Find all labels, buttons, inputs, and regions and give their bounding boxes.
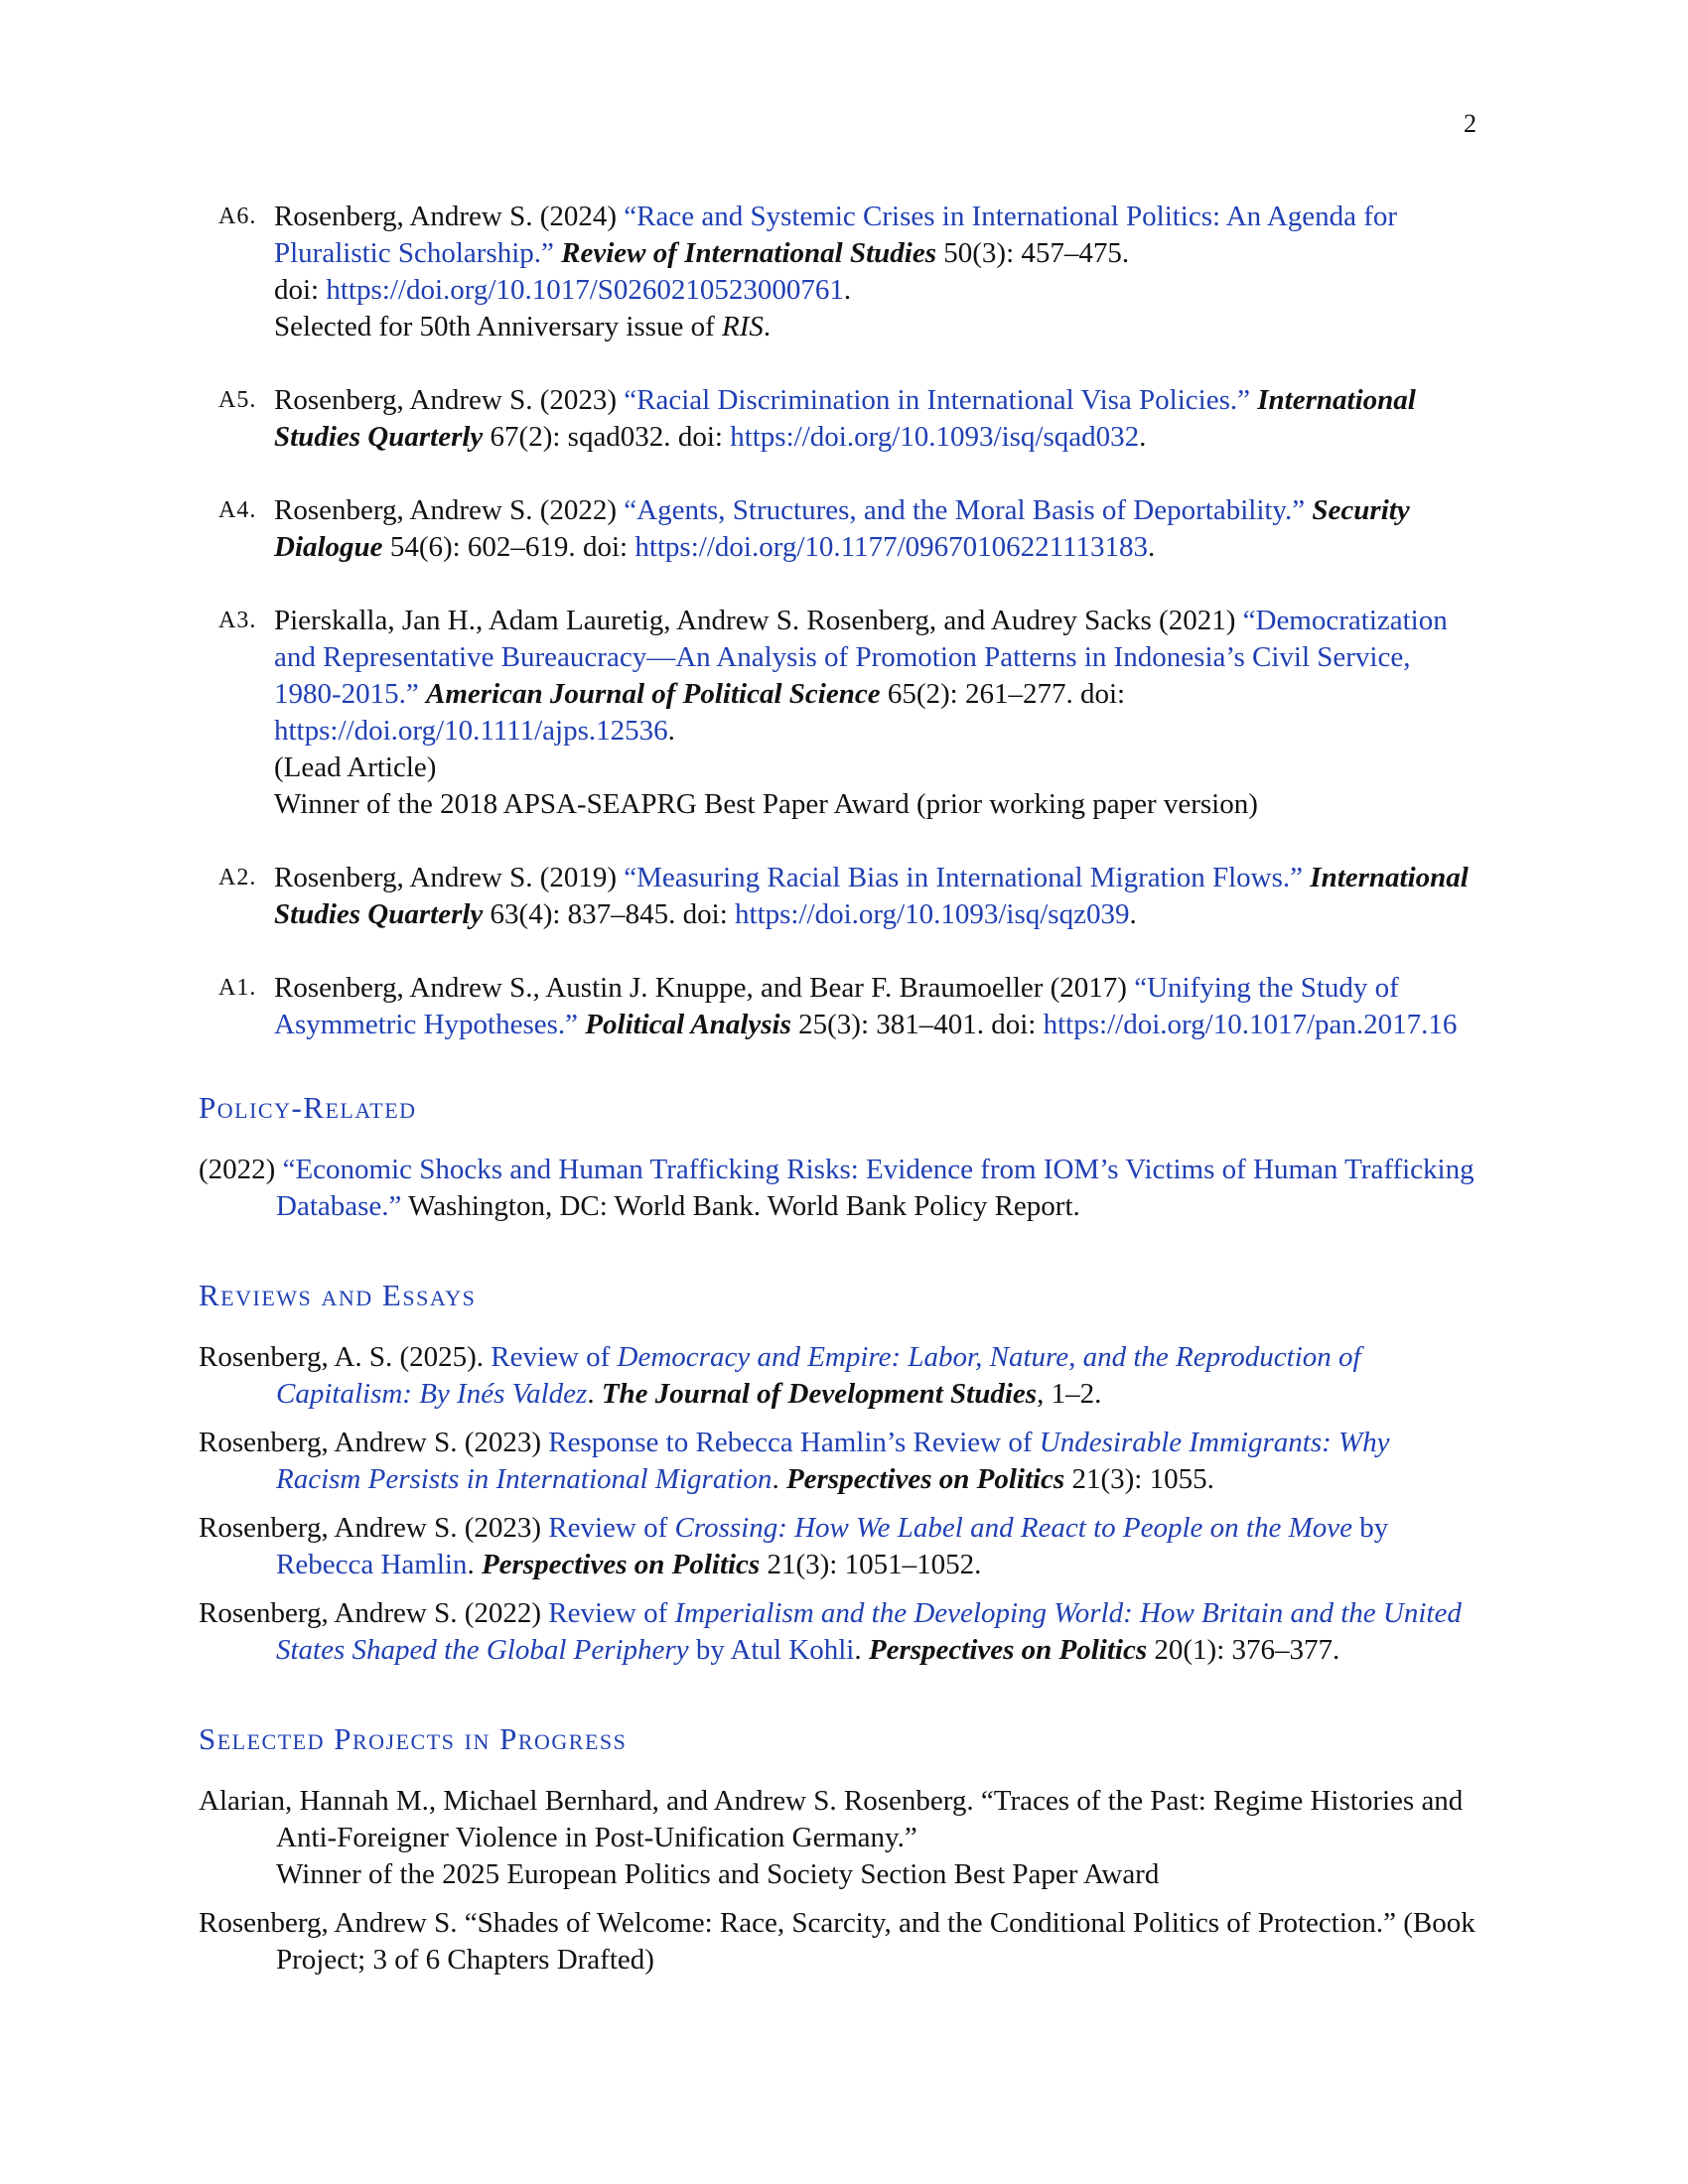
review-entry [199,1339,1479,1413]
note-journal-abbrev: RIS [722,311,764,342]
volume-pages: 54(6): 602–619. [389,531,576,563]
doi-label: doi: [991,1009,1037,1040]
review-authors: Rosenberg, Andrew S. (2023) [199,1427,542,1458]
section-heading-reviews: Reviews and Essays [199,1278,477,1312]
authors: Rosenberg, Andrew S. (2024) [274,201,618,232]
journal-name: International Studies Quarterly [274,862,1469,930]
volume-pages: 65(2): 261–277. [887,678,1073,710]
policy-entry [199,1152,1479,1225]
section-heading-projects: Selected Projects in Progress [199,1721,628,1756]
doi-link[interactable]: https://doi.org/10.1177/09670106221113183 [634,531,1148,563]
volume-pages: 25(3): 381–401. [798,1009,984,1040]
volume-pages: 63(4): 837–845. [490,898,676,930]
journal-name: Review of International Studies [561,237,937,269]
review-authors: Rosenberg, Andrew S. (2023) [199,1512,542,1544]
doi-label: doi: [582,531,629,563]
journal-name: Political Analysis [585,1009,791,1040]
review-entry [199,1595,1479,1669]
entry-number: A5. [218,387,257,413]
review-link-prefix: Response to Rebecca Hamlin’s Review of [548,1427,1033,1458]
doi-label: doi: [274,274,320,306]
review-punct: . [587,1378,595,1410]
doi-label: doi: [1079,678,1126,710]
reviewed-book-title: Democracy and Empire: Labor, Nature, and the Reproduction of Capitalism: By Inés Valdez [276,1341,1361,1410]
volume-pages: 21(3): 1051–1052. [767,1549,982,1580]
journal-name: Perspectives on Politics [481,1549,761,1580]
reviewed-book-author: by Atul Kohli [695,1634,855,1666]
policy-publisher: Washington, DC: World Bank. World Bank Policy Report. [408,1190,1080,1222]
journal-name: Perspectives on Politics [868,1634,1148,1666]
volume-pages: 20(1): 376–377. [1154,1634,1340,1666]
review-punct: . [467,1549,475,1580]
volume-pages: 21(3): 1055. [1071,1463,1214,1495]
page-number: 2 [1464,109,1477,138]
journal-name: Perspectives on Politics [785,1463,1065,1495]
article-title-link[interactable]: “Race and Systemic Crises in International Politics: An Agenda for Pluralistic Scholarship.” [274,201,1398,269]
article-entry-a6: A6. Rosenberg, Andrew S. (2024) “Race and Systemic Crises in International Politics: An Agenda for Pluralistic Scholarship.” Review of International Studies 50(3): 457–475. doi: https://doi.org/10.1017/S0260210523000761. Selected for 50th Anniversary issue of RIS. [218,201,1398,342]
article-entry-a5: A5. Rosenberg, Andrew S. (2023) “Racial Discrimination in International Visa Policies.” International Studies Quarterly 67(2): sqad032. doi: https://doi.org/10.1093/isq/sqad032. [218,384,1416,453]
note-punct: . [763,311,772,342]
policy-year: (2022) [199,1154,276,1185]
authors: Rosenberg, Andrew S. (2023) [274,384,618,416]
doi-label: doi: [677,421,723,453]
article-title-link[interactable]: “Unifying the Study of Asymmetric Hypotheses.” [274,972,1399,1040]
doi-label: doi: [682,898,728,930]
authors: Rosenberg, Andrew S. (2019) [274,862,618,893]
project-entry [199,1783,1479,1893]
doi-link[interactable]: https://doi.org/10.1093/isq/sqad032 [730,421,1140,453]
award-note: Winner of the 2018 APSA-SEAPRG Best Paper Award (prior working paper version) [274,788,1258,820]
review-link-prefix: Review of [548,1512,668,1544]
review-punct: . [772,1463,779,1495]
entry-number: A1. [218,975,257,1001]
volume-pages: 50(3): 457–475. [943,237,1130,269]
article-entry-a1 [199,970,1479,1043]
article-entry-a3: A3. Pierskalla, Jan H., Adam Lauretig, Andrew S. Rosenberg, and Audrey Sacks (2021) “Democratization and Representative Bureaucracy—An Analysis of Promotion Patterns in Indonesia’s Civil Service, 1980-2015.” American Journal of Political Science 65(2): 261–277. doi: https://doi.org/10.1111/ajps.12536. (Lead Article) Winner of the 2018 APSA-SEAPRG Best Paper Award (prior working paper version) [218,605,1448,820]
review-link-prefix: Review of [491,1341,611,1373]
project-entry [199,1905,1479,1979]
entry-number: A3. [218,608,257,633]
volume-pages: 67(2): sqad032. [490,421,671,453]
article-title-link[interactable]: “Democratization and Representative Bureaucracy—An Analysis of Promotion Patterns in Indonesia’s Civil Service, 1980-2015.” [274,605,1448,710]
entry-number: A6. [218,204,257,229]
doi-link[interactable]: https://doi.org/10.1093/isq/sqz039 [735,898,1130,930]
entry-number: A4. [218,497,257,523]
reviewed-book-author: by Rebecca Hamlin [276,1512,1389,1580]
doi-link[interactable]: https://doi.org/10.1111/ajps.12536 [274,715,668,747]
article-entry-a4: A4. Rosenberg, Andrew S. (2022) “Agents, Structures, and the Moral Basis of Deportability.” Security Dialogue 54(6): 602–619. doi: https://doi.org/10.1177/09670106221113183. [218,494,1410,563]
project-text: Rosenberg, Andrew S. “Shades of Welcome: Race, Scarcity, and the Conditional Politics of Protection.” (Book Project; 3 of 6 Chapters Drafted) [199,1907,1476,1976]
volume-pages: , 1–2. [1037,1378,1102,1410]
journal-name: International Studies Quarterly [274,384,1416,453]
doi-link[interactable]: https://doi.org/10.1017/pan.2017.16 [1043,1009,1458,1040]
article-title-link[interactable]: “Agents, Structures, and the Moral Basis of Deportability.” [624,494,1306,526]
journal-name: American Journal of Political Science [426,678,881,710]
project-award: Winner of the 2025 European Politics and Society Section Best Paper Award [276,1858,1160,1890]
reviewed-book-title: Crossing: How We Label and React to People on the Move [674,1512,1352,1544]
article-title-link[interactable]: “Racial Discrimination in International Visa Policies.” [624,384,1250,416]
authors: Pierskalla, Jan H., Adam Lauretig, Andrew S. Rosenberg, and Audrey Sacks (2021) [274,605,1236,636]
cv-content [199,199,1479,1990]
section-heading-policy: Policy-Related [199,1090,417,1125]
authors: Rosenberg, Andrew S., Austin J. Knuppe, and Bear F. Braumoeller (2017) [274,972,1127,1004]
note-text: Selected for 50th Anniversary issue of [274,311,715,342]
doi-link[interactable]: https://doi.org/10.1017/S0260210523000761 [326,274,844,306]
review-entry [199,1425,1479,1498]
journal-name: Security Dialogue [274,494,1410,563]
reviewed-book-title: Imperialism and the Developing World: How Britain and the United States Shaped the Global Periphery [276,1597,1462,1666]
review-link-prefix: Review of [548,1597,668,1629]
reviewed-book-title: Undesirable Immigrants: Why Racism Persists in International Migration [276,1427,1390,1495]
review-entry [199,1510,1479,1583]
article-entry-a2: A2. Rosenberg, Andrew S. (2019) “Measuring Racial Bias in International Migration Flows.” International Studies Quarterly 63(4): 837–845. doi: https://doi.org/10.1093/isq/sqz039. [218,862,1469,930]
journal-name: The Journal of Development Studies [601,1378,1038,1410]
review-authors: Rosenberg, A. S. (2025). [199,1341,485,1373]
article-title-link[interactable]: “Measuring Racial Bias in International Migration Flows.” [624,862,1304,893]
entry-number: A2. [218,865,257,890]
lead-article-note: (Lead Article) [274,751,437,783]
policy-title-link[interactable]: “Economic Shocks and Human Trafficking Risks: Evidence from IOM’s Victims of Human Trafficking Database.” [276,1154,1475,1222]
authors: Rosenberg, Andrew S. (2022) [274,494,618,526]
review-punct: . [854,1634,862,1666]
review-authors: Rosenberg, Andrew S. (2022) [199,1597,542,1629]
project-text: Alarian, Hannah M., Michael Bernhard, and Andrew S. Rosenberg. “Traces of the Past: Regime Histories and Anti-Foreigner Violence in Post-Unification Germany.” [199,1785,1464,1853]
